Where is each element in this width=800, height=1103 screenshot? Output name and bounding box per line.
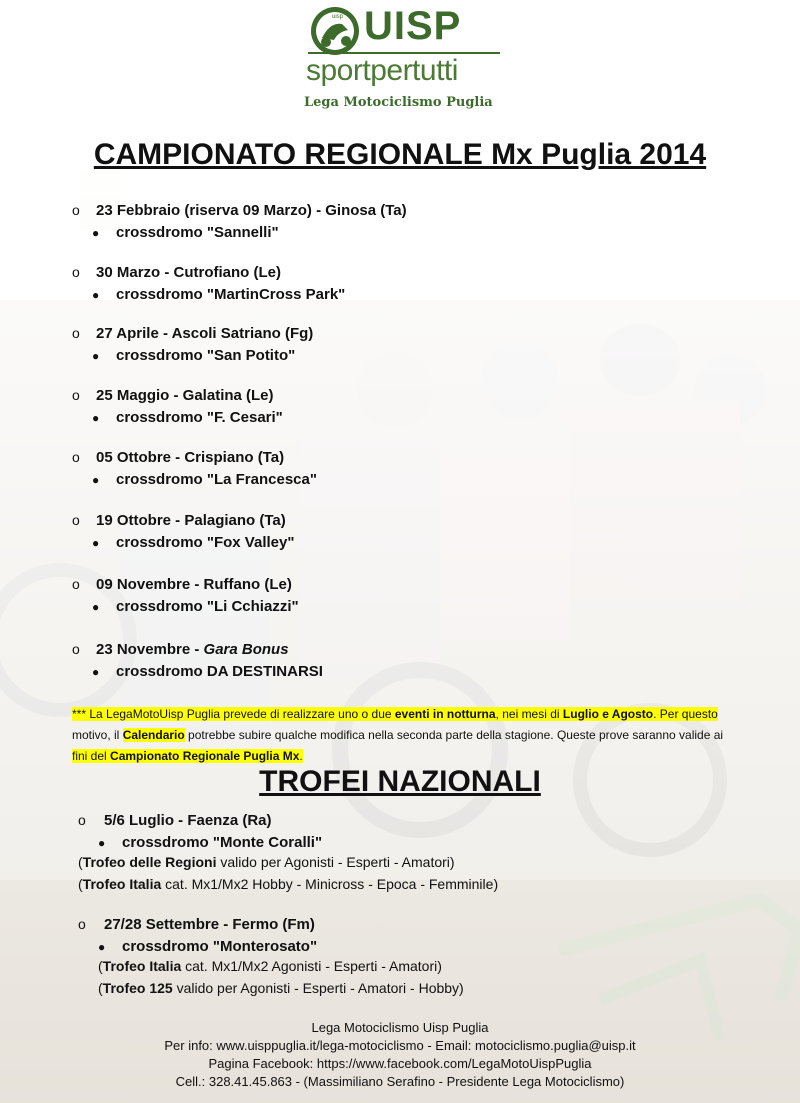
circle-marker: o (78, 812, 86, 828)
event-date: 09 Novembre - Ruffano (Le) (96, 576, 292, 593)
circle-marker: o (72, 387, 80, 403)
page-title: CAMPIONATO REGIONALE Mx Puglia 2014 (93, 138, 707, 171)
bullet-icon: ● (92, 411, 100, 425)
event-date: 05 Ottobre - Crispiano (Ta) (96, 449, 285, 466)
bonus-date: 23 Novembre - (96, 641, 204, 658)
trofei-title: TROFEI NAZIONALI (259, 765, 541, 798)
circle-marker: o (78, 916, 86, 932)
bullet-icon: ● (92, 600, 100, 614)
event-track: crossdromo "F. Cesari" (116, 409, 283, 426)
circle-marker: o (72, 641, 80, 657)
event-date: 27 Aprile - Ascoli Satriano (Fg) (96, 325, 314, 342)
bonus-track: crossdromo DA DESTINARSI (116, 663, 323, 680)
event-date: 30 Marzo - Cutrofiano (Le) (96, 264, 282, 281)
trofeo-event (78, 913, 317, 958)
event-track: crossdromo "Sannelli" (116, 224, 279, 241)
trofeo-event (78, 809, 322, 854)
trofeo-date: 27/28 Settembre - Fermo (Fm) (104, 916, 315, 933)
uisp-logo (300, 4, 510, 114)
bonus-event (72, 638, 323, 683)
bullet-icon: ● (92, 536, 100, 550)
bullet-icon: ● (98, 940, 106, 954)
bullet-icon: ● (92, 665, 100, 679)
footer-phone: Cell.: 328.41.45.863 - (Massimiliano Serafino - Presidente Lega Motociclismo) (175, 1074, 625, 1089)
circle-marker: o (72, 576, 80, 592)
calendar-event (72, 573, 299, 618)
footer (0, 1019, 800, 1091)
circle-marker: o (72, 449, 80, 465)
logo-mini-text: uisp (332, 14, 344, 20)
circle-marker: o (72, 512, 80, 528)
notice-paragraph: *** La LegaMotoUisp Puglia prevede di realizzare uno o due eventi in notturna, nei mesi di Luglio e Agosto. Per questo motivo, il Calendario potrebbe subire qualche modifica nella seconda parte della stagione. Queste prove saranno valide ai fini del Campionato Regionale Puglia Mx. (72, 707, 724, 763)
bullet-icon: ● (92, 473, 100, 487)
event-date: 23 Febbraio (riserva 09 Marzo) - Ginosa (Ta) (96, 202, 407, 219)
calendar-event (72, 384, 283, 429)
trofeo-detail: (Trofeo Italia cat. Mx1/Mx2 Hobby - Minicross - Epoca - Femminile) (78, 876, 499, 892)
calendar-event (72, 261, 345, 306)
event-date: 25 Maggio - Galatina (Le) (96, 387, 274, 404)
trofeo-detail: (Trofeo 125 valido per Agonisti - Esperti - Amatori - Hobby) (98, 980, 464, 996)
calendar-event (72, 322, 313, 367)
footer-info: Per info: www.uisppuglia.it/lega-motociclismo - Email: motociclismo.puglia@uisp.it (164, 1038, 636, 1053)
bullet-icon: ● (98, 836, 106, 850)
circle-marker: o (72, 325, 80, 341)
logo-brand: UISP (364, 4, 462, 48)
event-track: crossdromo "San Potito" (116, 347, 296, 364)
trofeo-date: 5/6 Luglio - Faenza (Ra) (104, 812, 272, 829)
circle-marker: o (72, 202, 80, 218)
calendar-event (72, 509, 294, 554)
event-track: crossdromo "MartinCross Park" (116, 286, 346, 303)
logo-tagline: sportpertutti (306, 54, 458, 87)
bullet-icon: ● (92, 226, 100, 240)
bullet-icon: ● (92, 288, 100, 302)
trofeo-track: crossdromo "Monterosato" (122, 938, 318, 955)
bonus-label: Gara Bonus (203, 641, 289, 658)
event-track: crossdromo "Li Cchiazzi" (116, 598, 299, 615)
calendar-event (72, 446, 317, 491)
circle-marker: o (72, 264, 80, 280)
trofeo-detail: (Trofeo delle Regioni valido per Agonisti - Esperti - Amatori) (78, 854, 455, 870)
footer-org: Lega Motociclismo Uisp Puglia (311, 1020, 489, 1035)
event-track: crossdromo "Fox Valley" (116, 534, 295, 551)
footer-facebook: Pagina Facebook: https://www.facebook.com/LegaMotoUispPuglia (208, 1056, 592, 1071)
motorbike-rider-icon (308, 4, 362, 58)
trofeo-detail: (Trofeo Italia cat. Mx1/Mx2 Agonisti - Esperti - Amatori) (98, 958, 442, 974)
bullet-icon: ● (92, 349, 100, 363)
event-date: 19 Ottobre - Palagiano (Ta) (96, 512, 286, 529)
calendar-event (72, 199, 407, 244)
logo-lega: Lega Motociclismo Puglia (304, 95, 493, 110)
event-track: crossdromo "La Francesca" (116, 471, 317, 488)
trofeo-track: crossdromo "Monte Coralli" (122, 834, 323, 851)
